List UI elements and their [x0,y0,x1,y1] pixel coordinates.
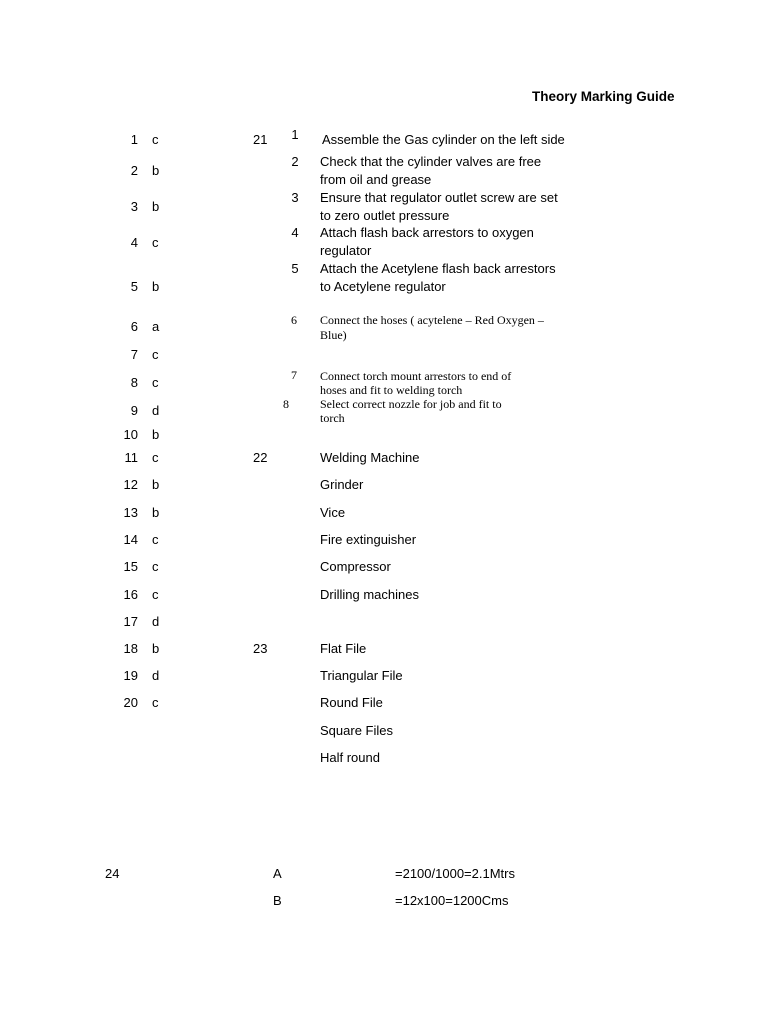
list-item: Grinder [320,477,364,492]
mcq-number: 11 [124,450,138,465]
mcq-number: 9 [130,403,138,418]
list-item: Flat File [320,641,367,656]
mcq-answer: c [152,235,159,250]
mcq-answer: b [152,505,160,520]
step-number: 7 [291,368,297,382]
part-answer: =12x100=1200Cms [395,893,509,908]
mcq-number: 3 [130,199,138,214]
step-text: Check that the cylinder valves are free [320,154,542,169]
step-number: 2 [291,154,299,169]
list-item: Compressor [320,559,391,574]
step-text-continued: Blue) [320,328,347,342]
mcq-number: 19 [123,668,138,683]
mcq-answer: d [152,668,160,683]
mcq-answer: d [152,614,160,629]
mcq-answer: c [152,450,159,465]
mcq-number: 16 [123,587,138,602]
list-item: Round File [320,695,383,710]
mcq-number: 7 [130,347,138,362]
mcq-number: 6 [130,319,138,334]
mcq-number: 18 [123,641,138,656]
step-text-continued: from oil and grease [320,172,432,187]
step-number: 6 [291,313,297,327]
step-number: 4 [291,225,299,240]
step-text-continued: torch [320,411,345,425]
mcq-number: 5 [130,279,138,294]
step-text: Attach the Acetylene flash back arrestors [320,261,556,276]
mcq-answer: c [152,375,159,390]
mcq-answer: c [152,587,159,602]
mcq-answer: b [152,427,160,442]
list-item: Vice [320,505,346,520]
mcq-number: 8 [130,375,138,390]
mcq-answer: a [152,319,160,334]
step-text: Connect torch mount arrestors to end of [320,369,512,383]
question-22-number: 22 [253,450,268,465]
step-text: Select correct nozzle for job and fit to [320,397,502,411]
question-24-number: 24 [105,866,120,881]
mcq-number: 20 [123,695,138,710]
step-text-continued: to zero outlet pressure [320,208,450,223]
mcq-answer: c [152,132,159,147]
step-text-continued: hoses and fit to welding torch [320,383,463,397]
step-text: Ensure that regulator outlet screw are set [320,190,558,205]
list-item: Drilling machines [320,587,419,602]
step-number: 8 [283,397,289,411]
list-item: Fire extinguisher [320,532,417,547]
mcq-number: 17 [123,614,138,629]
mcq-answer: b [152,641,160,656]
step-number: 3 [291,190,299,205]
mcq-number: 10 [123,427,138,442]
mcq-answer: b [152,199,160,214]
list-item: Welding Machine [320,450,420,465]
part-label: B [273,893,282,908]
mcq-number: 13 [123,505,138,520]
step-text-continued: regulator [320,243,372,258]
mcq-number: 1 [130,132,138,147]
mcq-answer: d [152,403,160,418]
mcq-number: 14 [123,532,138,547]
step-text: Attach flash back arrestors to oxygen [320,225,534,240]
mcq-answer: b [152,477,160,492]
mcq-number: 15 [123,559,138,574]
question-23-number: 23 [253,641,268,656]
mcq-answer: c [152,695,159,710]
mcq-number: 4 [130,235,138,250]
question-21-number: 21 [253,132,268,147]
step-text-continued: to Acetylene regulator [320,279,446,294]
list-item: Triangular File [320,668,403,683]
list-item: Half round [320,750,380,765]
step-number: 1 [291,127,299,142]
step-number: 5 [291,261,299,276]
list-item: Square Files [320,723,393,738]
mcq-answer: c [152,559,159,574]
step-text: Connect the hoses ( acytelene – Red Oxygen – [320,313,544,327]
mcq-answer: c [152,532,159,547]
mcq-answer: b [152,279,160,294]
mcq-answer: b [152,163,160,178]
mcq-answer: c [152,347,159,362]
step-text: Assemble the Gas cylinder on the left side [322,132,565,147]
mcq-number: 12 [123,477,138,492]
part-answer: =2100/1000=2.1Mtrs [395,866,515,881]
part-label: A [273,866,282,881]
mcq-number: 2 [130,163,138,178]
page-title: Theory Marking Guide [532,89,675,104]
